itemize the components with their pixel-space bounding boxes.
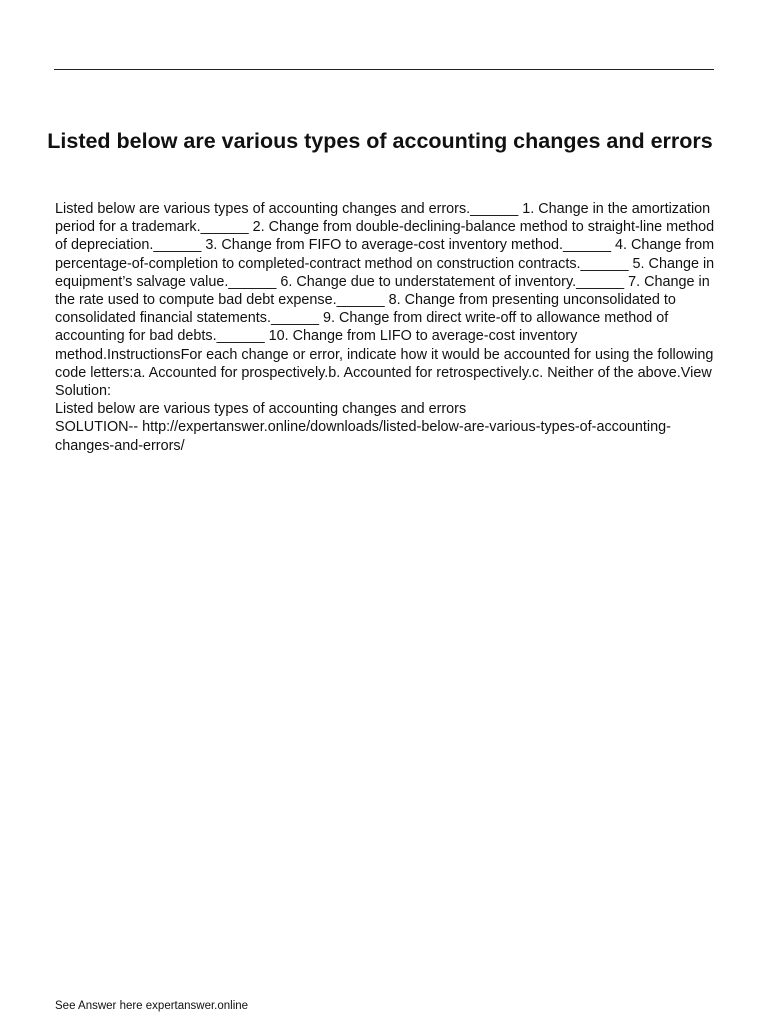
solution-link[interactable]: SOLUTION-- http://expertanswer.online/downloads/listed-below-are-various-types-of-accounting-changes-and-errors/ [55,419,671,454]
top-divider [54,69,714,70]
solution-heading: Listed below are various types of accounting changes and errors [55,401,467,418]
question-text: Listed below are various types of accounting changes and errors.______ 1. Change in the amortization period for a trademark.______ 2. Change from double-declining-balance method to straight-line method of depreciation.______ 3. Change from FIFO to average-cost inventory method.______ 4. Change from percentage-of-completion to completed-contract method on construction contracts.______ 5. Change in equipment’s salvage value.______ 6. Change due to understatement of inventory.______ 7. Change in the rate used to compute bad debt expense.______ 8. Change from presenting unconsolidated to consolidated financial statements.______ 9. Change from direct write-off to allowance method of accounting for bad debts.______ 10. Change from LIFO to average-cost inventory method.InstructionsFor each change or error, indicate how it would be accounted for using the following code letters:a. Accounted for prospectively.b. Accounted for retrospectively.c. Neither of the above.View Solution: [55,201,715,400]
footer-note: See Answer here expertanswer.online [55,1000,249,1012]
document-body [55,200,719,455]
document-title: Listed below are various types of accounting changes and errors [47,129,713,153]
